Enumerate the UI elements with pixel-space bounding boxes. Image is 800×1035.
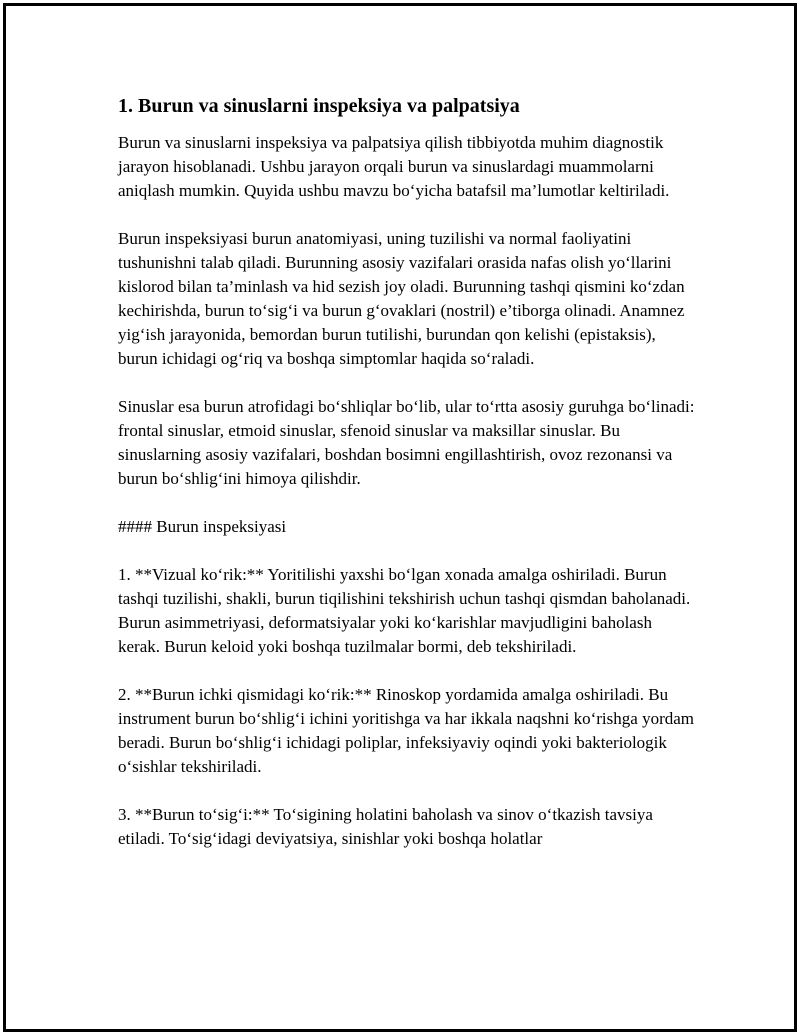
- sinuses-paragraph: Sinuslar esa burun atrofidagi bo‘shliqlar bo‘lib, ular to‘rtta asosiy guruhga bo‘linadi: frontal sinuslar, etmoid sinuslar, sfenoid sinuslar va maksillar sinuslar. Bu sinuslarning asosiy vazifalari, boshdan bosimni engillashtirish, ovoz rezonansi va burun bo‘shlig‘ini himoya qilishdir.: [118, 397, 695, 488]
- list-item-nasal-septum: 3. **Burun to‘sig‘i:** To‘sigining holatini baholash va sinov o‘tkazish tavsiya etiladi. To‘sig‘idagi deviyatsiya, sinishlar yoki boshqa holatlar: [118, 805, 653, 848]
- list-item-internal-exam: 2. **Burun ichki qismidagi ko‘rik:** Rinoskop yordamida amalga oshiriladi. Bu instrument burun bo‘shlig‘i ichini yoritishga va har ikkala naqshni ko‘rishga yordam beradi. Burun bo‘shlig‘i ichidagi poliplar, infeksiyaviy oqindi yoki bakteriologik o‘sishlar tekshiriladi.: [118, 685, 694, 776]
- document-body: [118, 93, 698, 875]
- subheading-line: #### Burun inspeksiyasi: [118, 517, 287, 536]
- section-heading: 1. Burun va sinuslarni inspeksiya va palpatsiya: [118, 95, 520, 117]
- intro-paragraph: Burun va sinuslarni inspeksiya va palpatsiya qilish tibbiyotda muhim diagnostik jarayon hisoblanadi. Ushbu jarayon orqali burun va sinuslardagi muammolarni aniqlash mumkin. Quyida ushbu mavzu bo‘yicha batafsil ma’lumotlar keltiriladi.: [118, 133, 670, 200]
- nose-inspection-paragraph: Burun inspeksiyasi burun anatomiyasi, uning tuzilishi va normal faoliyatini tushunishni talab qiladi. Burunning asosiy vazifalari orasida nafas olish yo‘llarini kislorod bilan ta’minlash va hid sezish joy oladi. Burunning tashqi qismini ko‘zdan kechirishda, burun to‘sig‘i va burun g‘ovaklari (nostril) e’tiborga olinadi. Anamnez yig‘ish jarayonida, bemordan burun tutilishi, burundan qon kelishi (epistaksis), burun ichidagi og‘riq va boshqa simptomlar haqida so‘raladi.: [118, 229, 685, 368]
- list-item-visual-exam: 1. **Vizual ko‘rik:** Yoritilishi yaxshi bo‘lgan xonada amalga oshiriladi. Burun tashqi tuzilishi, shakli, burun tiqilishini tekshirish uchun tashqi qismdan baholanadi. Burun asimmetriyasi, deformatsiyalar yoki ko‘karishlar mavjudligini baholash kerak. Burun keloid yoki boshqa tuzilmalar bormi, deb tekshiriladi.: [118, 565, 691, 656]
